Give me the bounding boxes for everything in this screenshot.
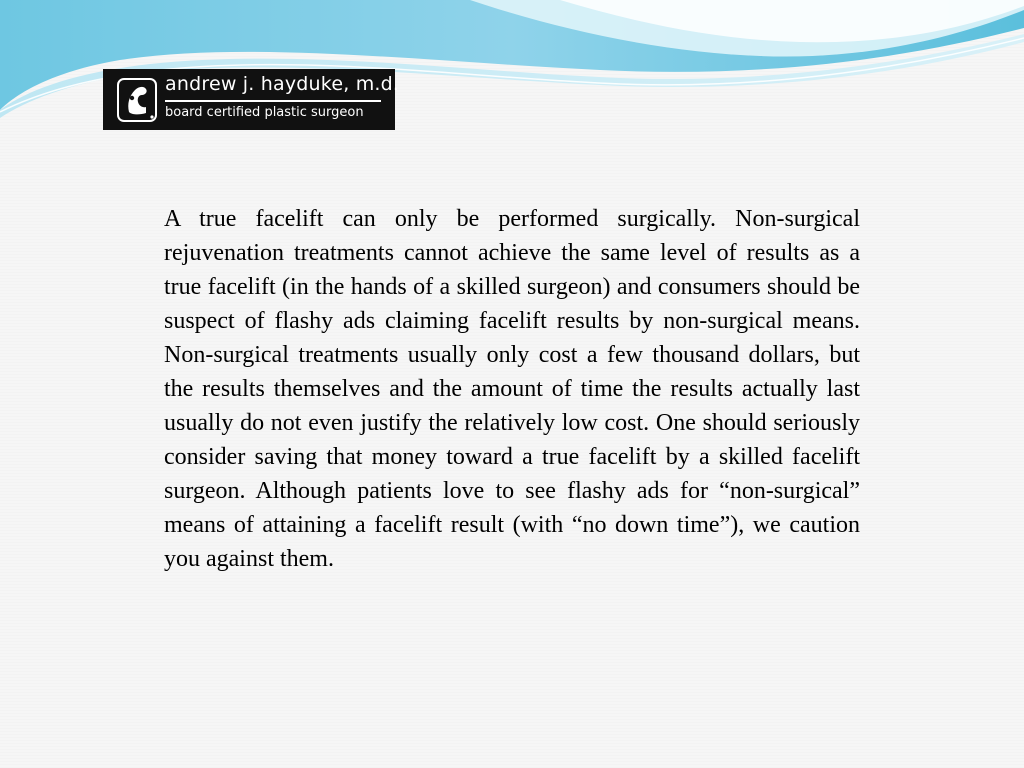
brand-logo (103, 69, 400, 130)
hand-mark-icon (117, 78, 157, 122)
logo-divider (165, 100, 381, 102)
logo-tagline: board certified plastic surgeon (165, 105, 364, 120)
body-paragraph: A true facelift can only be performed surgically. Non-surgical rejuvenation treatments cannot achieve the same level of results as a true facelift (in the hands of a skilled surgeon) and consumers should be suspect of flashy ads claiming facelift results by non-surgical means. Non-surgical treatments usually only cost a few thousand dollars, but the results themselves and the amount of time the results actually last usually do not even justify the relatively low cost. One should seriously consider saving that money toward a true facelift by a skilled facelift surgeon. Although patients love to see flashy ads for “non-surgical” means of attaining a facelift result (with “no down time”), we caution you against them. (164, 206, 860, 572)
logo-name: andrew j. hayduke, m.d. (165, 73, 400, 95)
